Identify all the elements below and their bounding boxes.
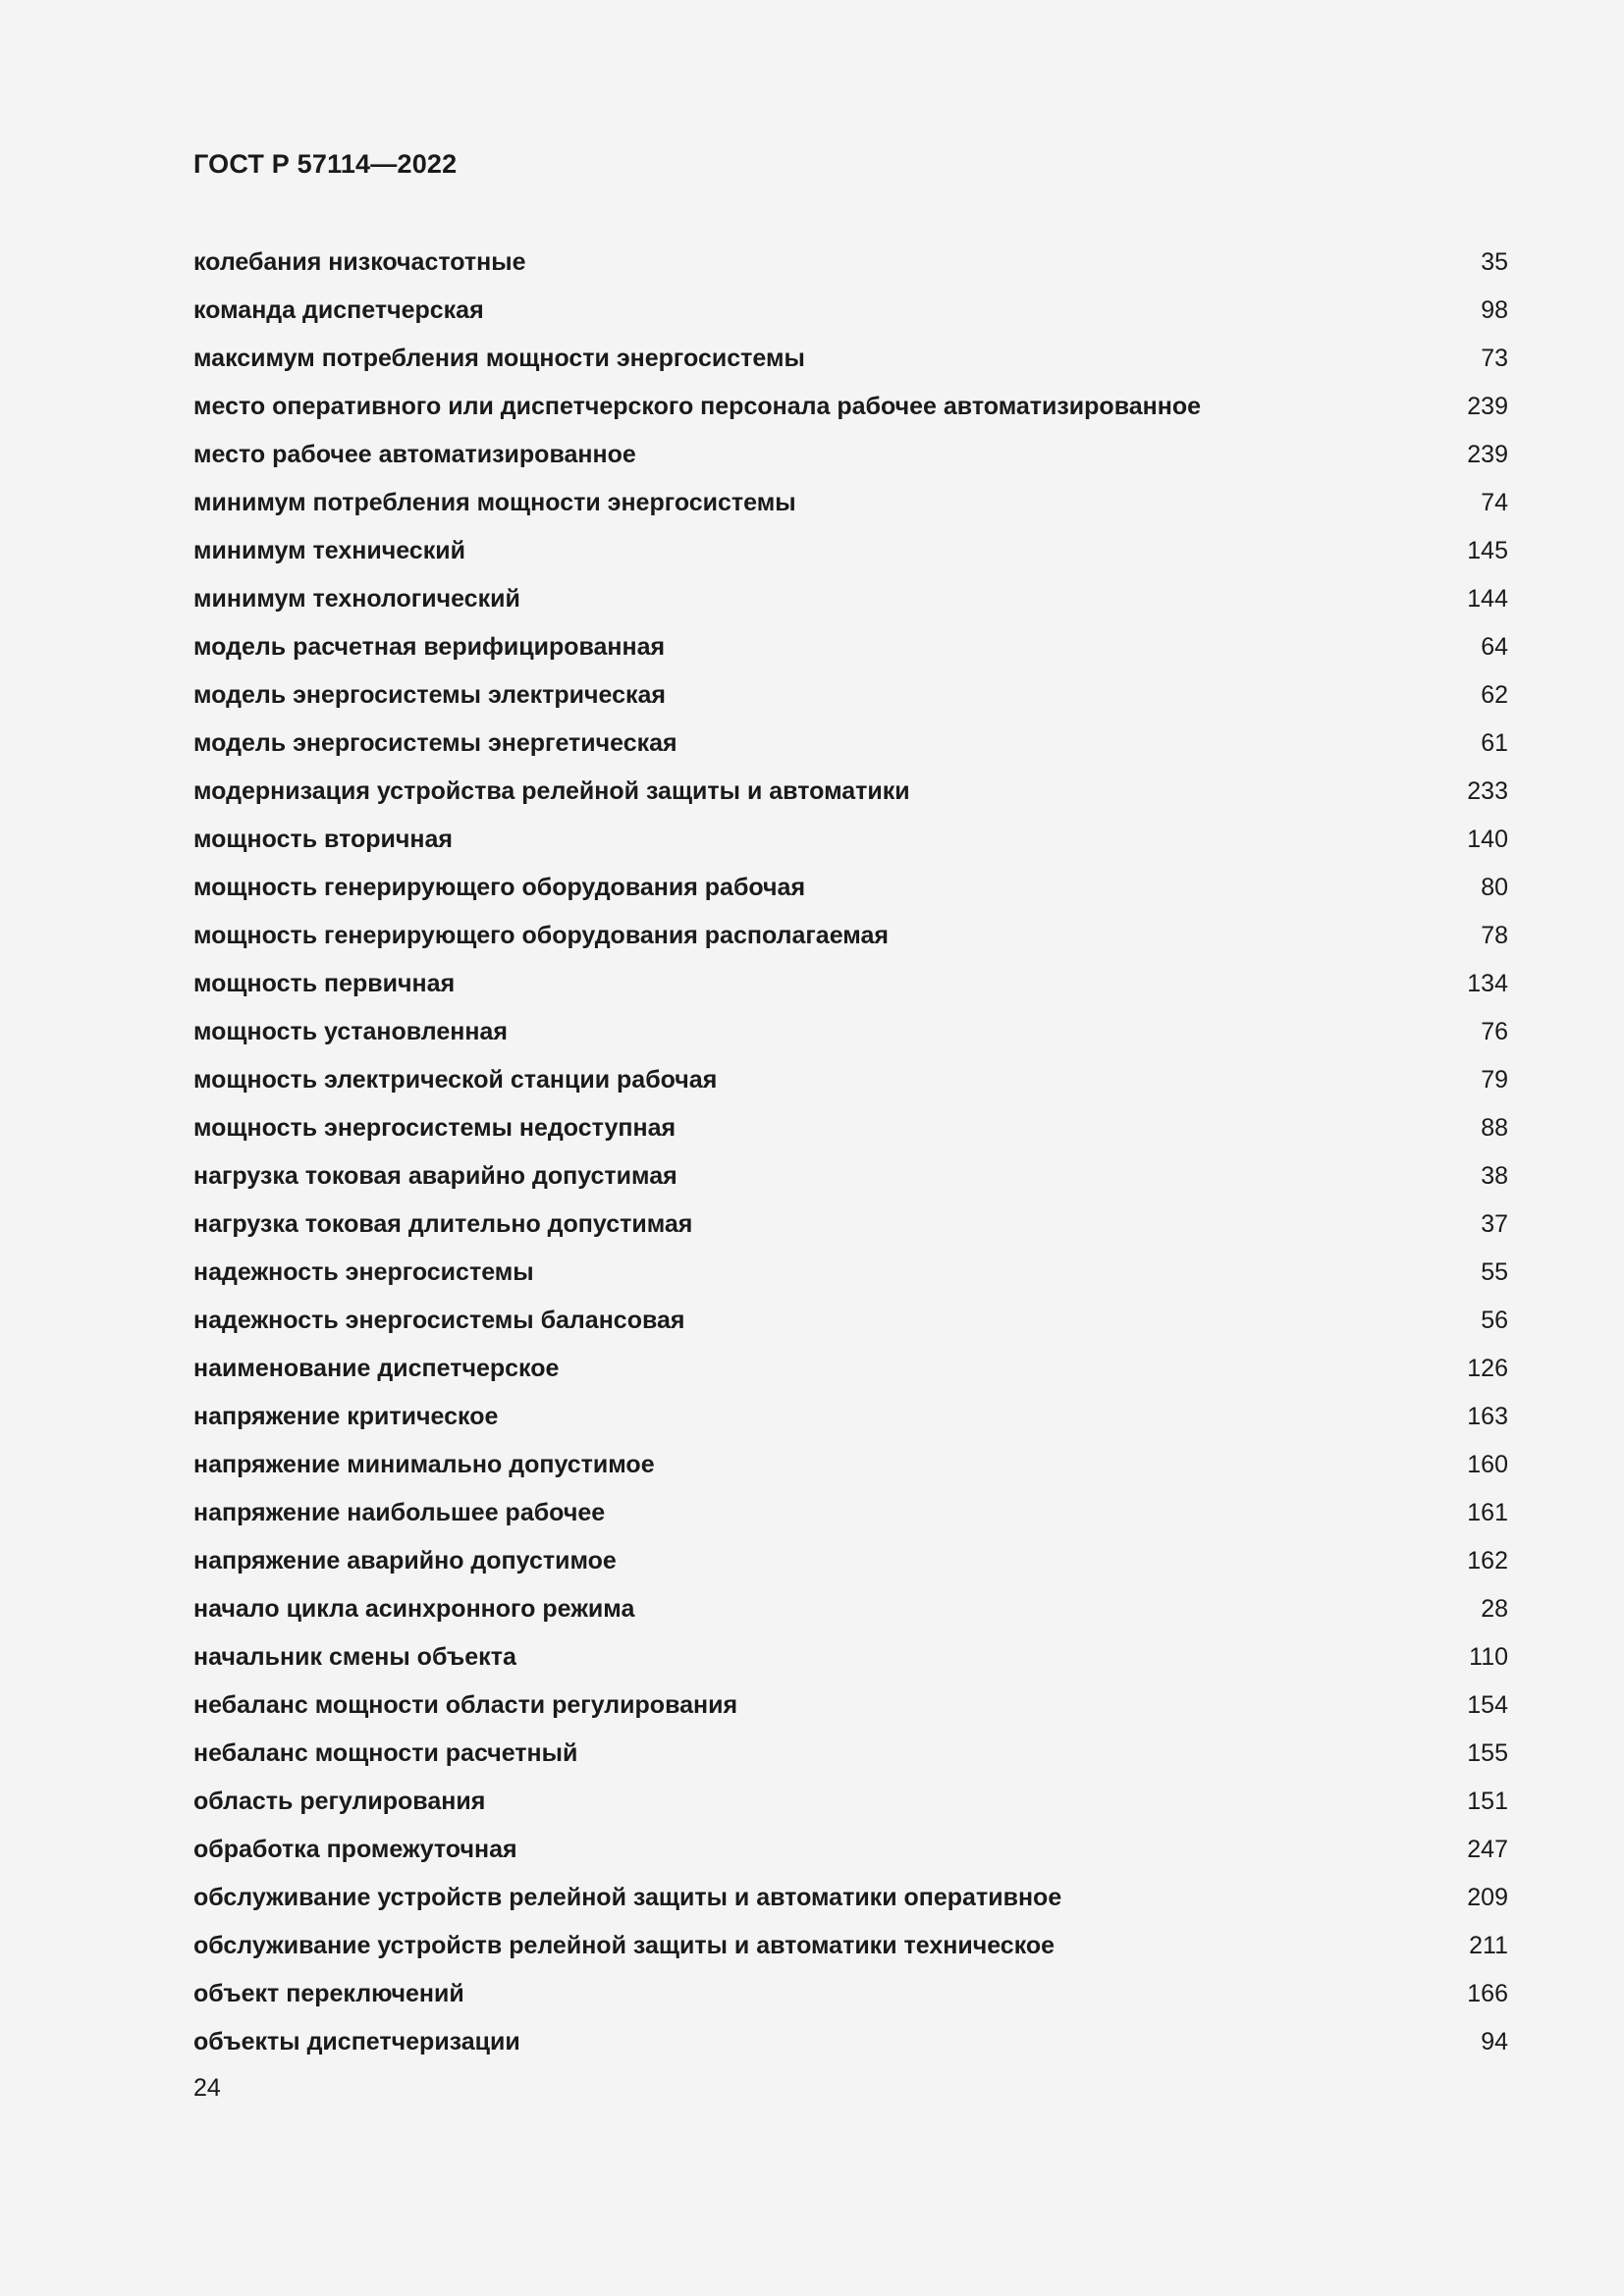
index-ref-number: 140 <box>1467 826 1508 853</box>
index-ref-number: 239 <box>1467 441 1508 468</box>
index-entry <box>193 912 1508 960</box>
index-ref-number: 76 <box>1481 1018 1508 1045</box>
index-entry <box>193 335 1508 383</box>
index-term: мощность первичная <box>193 970 456 997</box>
index-entry <box>193 1056 1508 1104</box>
index-ref-number: 144 <box>1467 585 1508 613</box>
index-entry <box>193 1730 1508 1778</box>
index-entry <box>193 527 1508 575</box>
index-term: начало цикла асинхронного режима <box>193 1595 635 1623</box>
index-term: минимум технический <box>193 537 465 564</box>
index-entry <box>193 1874 1508 1922</box>
index-entry <box>193 1104 1508 1152</box>
index-entry <box>193 864 1508 912</box>
index-term: обработка промежуточная <box>193 1836 517 1863</box>
index-term: модернизация устройства релейной защиты и автоматики <box>193 777 910 805</box>
index-ref-number: 73 <box>1481 345 1508 372</box>
index-term: мощность установленная <box>193 1018 508 1045</box>
index-ref-number: 126 <box>1467 1355 1508 1382</box>
index-entry <box>193 816 1508 864</box>
index-entry <box>193 575 1508 623</box>
index-entry <box>193 1249 1508 1297</box>
index-ref-number: 78 <box>1481 922 1508 949</box>
index-term: надежность энергосистемы <box>193 1258 534 1286</box>
index-ref-number: 61 <box>1481 729 1508 757</box>
index-term: минимум технологический <box>193 585 520 613</box>
index-ref-number: 145 <box>1467 537 1508 564</box>
index-term: область регулирования <box>193 1788 486 1815</box>
index-term: надежность энергосистемы балансовая <box>193 1307 685 1334</box>
index-ref-number: 151 <box>1467 1788 1508 1815</box>
index-entry <box>193 431 1508 479</box>
index-ref-number: 64 <box>1481 633 1508 661</box>
index-term: нагрузка токовая аварийно допустимая <box>193 1162 677 1190</box>
index-term: обслуживание устройств релейной защиты и автоматики техническое <box>193 1932 1056 1959</box>
index-entry <box>193 479 1508 527</box>
index-term: напряжение аварийно допустимое <box>193 1547 617 1575</box>
document-header: ГОСТ Р 57114—2022 <box>193 149 458 179</box>
index-term: напряжение критическое <box>193 1403 499 1430</box>
index-ref-number: 80 <box>1481 874 1508 901</box>
index-term: модель расчетная верифицированная <box>193 633 666 661</box>
index-term: команда диспетчерская <box>193 296 484 324</box>
index-ref-number: 35 <box>1481 248 1508 276</box>
index-entry <box>193 671 1508 720</box>
index-term: минимум потребления мощности энергосистемы <box>193 489 796 516</box>
index-term: мощность вторичная <box>193 826 454 853</box>
index-ref-number: 134 <box>1467 970 1508 997</box>
index-entry <box>193 1778 1508 1826</box>
index-entry <box>193 1297 1508 1345</box>
index-term: место оперативного или диспетчерского персонала рабочее автоматизированное <box>193 393 1202 420</box>
index-entry <box>193 383 1508 431</box>
index-ref-number: 166 <box>1467 1980 1508 2007</box>
index-entry <box>193 1585 1508 1633</box>
index-entry <box>193 1922 1508 1970</box>
index-entry <box>193 1537 1508 1585</box>
index-ref-number: 56 <box>1481 1307 1508 1334</box>
index-entry <box>193 623 1508 671</box>
index-ref-number: 55 <box>1481 1258 1508 1286</box>
index-entry <box>193 1008 1508 1056</box>
index-entry <box>193 1826 1508 1874</box>
index-term: нагрузка токовая длительно допустимая <box>193 1210 693 1238</box>
index-ref-number: 98 <box>1481 296 1508 324</box>
index-term: напряжение наибольшее рабочее <box>193 1499 606 1526</box>
index-term: небаланс мощности области регулирования <box>193 1691 738 1719</box>
index-ref-number: 162 <box>1467 1547 1508 1575</box>
index-term: модель энергосистемы электрическая <box>193 681 666 709</box>
index-term: напряжение минимально допустимое <box>193 1451 655 1478</box>
index-term: колебания низкочастотные <box>193 248 526 276</box>
index-entry <box>193 2018 1508 2066</box>
index-entry <box>193 1970 1508 2018</box>
index-entry <box>193 768 1508 816</box>
term-index-list <box>193 239 1508 2066</box>
index-ref-number: 37 <box>1481 1210 1508 1238</box>
index-ref-number: 209 <box>1467 1884 1508 1911</box>
index-ref-number: 163 <box>1467 1403 1508 1430</box>
index-term: мощность энергосистемы недоступная <box>193 1114 677 1142</box>
index-ref-number: 233 <box>1467 777 1508 805</box>
page-number: 24 <box>193 2074 221 2102</box>
index-ref-number: 154 <box>1467 1691 1508 1719</box>
index-ref-number: 94 <box>1481 2028 1508 2056</box>
index-entry <box>193 720 1508 768</box>
index-entry <box>193 1682 1508 1730</box>
index-ref-number: 74 <box>1481 489 1508 516</box>
index-entry <box>193 1152 1508 1201</box>
index-ref-number: 161 <box>1467 1499 1508 1526</box>
index-term: наименование диспетчерское <box>193 1355 560 1382</box>
index-term: обслуживание устройств релейной защиты и автоматики оперативное <box>193 1884 1062 1911</box>
index-ref-number: 247 <box>1467 1836 1508 1863</box>
index-entry <box>193 1345 1508 1393</box>
index-term: модель энергосистемы энергетическая <box>193 729 677 757</box>
index-ref-number: 155 <box>1467 1739 1508 1767</box>
index-term: объект переключений <box>193 1980 464 2007</box>
index-ref-number: 28 <box>1481 1595 1508 1623</box>
index-ref-number: 110 <box>1469 1643 1508 1671</box>
index-entry <box>193 1633 1508 1682</box>
index-term: мощность электрической станции рабочая <box>193 1066 718 1094</box>
index-term: объекты диспетчеризации <box>193 2028 520 2056</box>
index-entry <box>193 1393 1508 1441</box>
index-ref-number: 62 <box>1481 681 1508 709</box>
index-entry <box>193 239 1508 287</box>
index-ref-number: 88 <box>1481 1114 1508 1142</box>
index-entry <box>193 287 1508 335</box>
index-term: максимум потребления мощности энергосистемы <box>193 345 805 372</box>
index-entry <box>193 960 1508 1008</box>
index-ref-number: 38 <box>1481 1162 1508 1190</box>
index-entry <box>193 1489 1508 1537</box>
index-ref-number: 160 <box>1467 1451 1508 1478</box>
index-entry <box>193 1441 1508 1489</box>
index-term: небаланс мощности расчетный <box>193 1739 578 1767</box>
index-ref-number: 239 <box>1467 393 1508 420</box>
index-ref-number: 211 <box>1469 1932 1508 1959</box>
index-term: место рабочее автоматизированное <box>193 441 636 468</box>
index-term: мощность генерирующего оборудования располагаемая <box>193 922 889 949</box>
index-term: начальник смены объекта <box>193 1643 516 1671</box>
index-entry <box>193 1201 1508 1249</box>
index-ref-number: 79 <box>1481 1066 1508 1094</box>
index-term: мощность генерирующего оборудования рабочая <box>193 874 806 901</box>
